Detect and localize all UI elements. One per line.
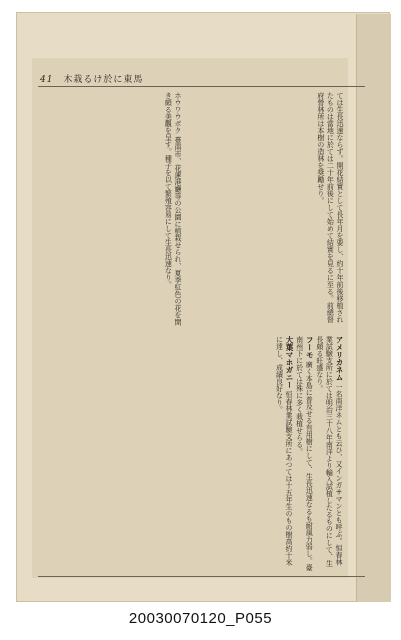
paragraph: ては生長迅速ならず。開花結實として長年月を要し、約十年前後移植されたものは當地に於ては二十年前後にして始めて結實を見るに至る。前總督府營林所は本樹の造林を奨勵せり。: [316, 92, 344, 323]
lower-column: [44, 336, 344, 572]
entry-text: 恒春林業試驗支所にあつては十五年生のもの樹高約十米に達し、成績良好なり。: [275, 336, 294, 566]
entry-term: 大葉マホガニー: [285, 336, 295, 389]
entry-text: 廣く本島に普及せる有用樹にして、生長迅速なるも耐風力弱し。臺南州下に於ては殊に多く栽植せらる。: [295, 336, 314, 571]
running-title: 木栽るけ於に東馬: [63, 75, 144, 85]
footer-rule: [38, 576, 365, 577]
upper-left-column: [44, 92, 182, 328]
header-rule: [38, 86, 365, 87]
adjacent-page-edge: [356, 14, 391, 602]
entry-term: アメリカネム: [335, 336, 344, 381]
body-text: [44, 92, 344, 570]
archive-caption: 20030070120_P055: [128, 610, 273, 627]
entry-text: 一名南洋ネムとも云ひ、又インガサマンとも呼ぶ。恒春林業試驗支所に於ては明治三十八年南洋より輸入試植したるものにして、生長頗る旺盛なり。: [315, 336, 343, 567]
entry-term: フーモ: [305, 336, 315, 359]
upper-right-column: [184, 92, 344, 328]
page-header: [40, 72, 143, 85]
page-number: 41: [40, 75, 54, 85]
paragraph: ホウワウボク 臺南市、花蓮港廳等の公園に植栽せられ、夏季紅色の花を開き頗る美觀を呈す。種子を以て繁殖容易にして生長迅速なり。: [164, 92, 182, 326]
